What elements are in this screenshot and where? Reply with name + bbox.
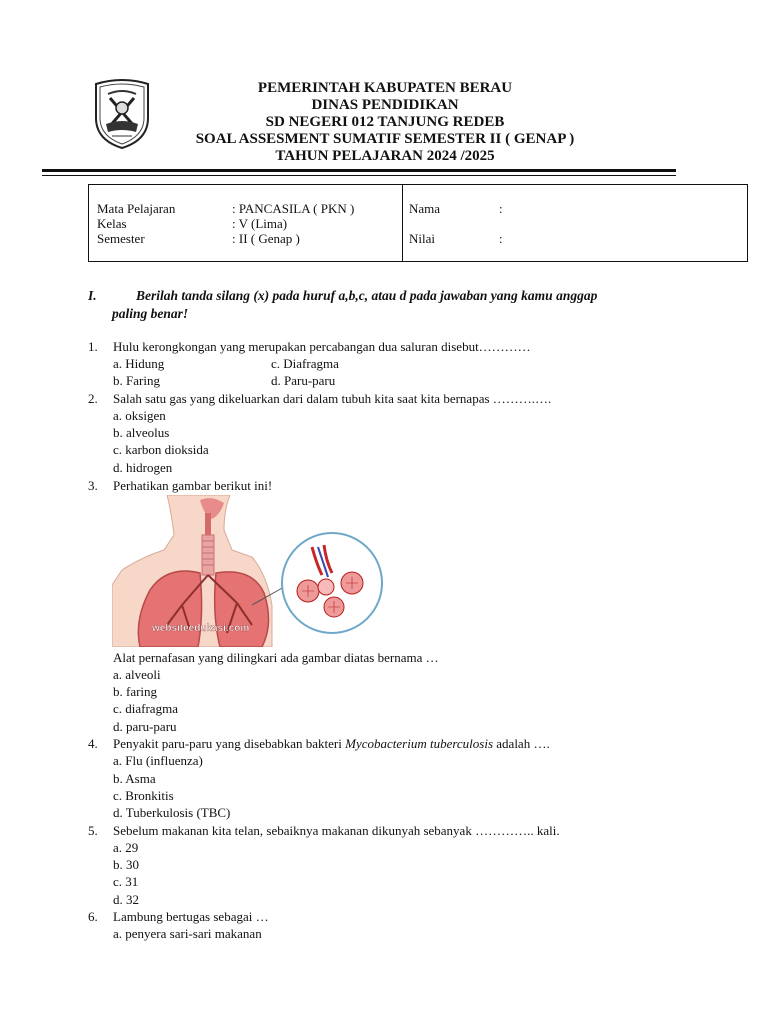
question-text: Hulu kerongkongan yang merupakan percabangan dua saluran disebut………… (113, 339, 531, 354)
semester-value: : II ( Genap ) (232, 231, 300, 246)
subject-value: : PANCASILA ( PKN ) (232, 201, 355, 216)
letterhead-school: SD NEGERI 012 TANJUNG REDEB (265, 114, 505, 130)
district-emblem-icon (90, 78, 154, 150)
option-item: b. Faring (113, 373, 160, 388)
respiratory-system-illustration (112, 495, 398, 647)
letterhead-office: DINAS PENDIDIKAN (311, 97, 459, 113)
letterhead-government: PEMERINTAH KABUPATEN BERAU (257, 80, 513, 96)
question-text: Perhatikan gambar berikut ini! (113, 478, 273, 493)
question-number: 6. (88, 909, 98, 924)
option-item: d. 32 (113, 892, 139, 907)
option-item: d. paru-paru (113, 719, 177, 734)
name-label: Nama (409, 201, 441, 216)
question-3-prompt: Alat pernafasan yang dilingkari ada gambar diatas bernama … (113, 650, 439, 665)
option-item: c. diafragma (113, 701, 178, 716)
option-item: c. karbon dioksida (113, 442, 209, 457)
option-item: c. 31 (113, 874, 139, 889)
question-text-start: Penyakit paru-paru yang disebabkan bakteri (113, 736, 346, 751)
letterhead-year: TAHUN PELAJARAN 2024 /2025 (275, 148, 495, 164)
option-item: d. hidrogen (113, 460, 173, 475)
question-number: 3. (88, 478, 98, 493)
option-item: a. penyera sari-sari makanan (113, 926, 262, 941)
question-number: 2. (88, 391, 98, 406)
header-divider-thick (42, 169, 676, 172)
option-item: d. Tuberkulosis (TBC) (113, 805, 231, 820)
question-text-end: adalah …. (493, 736, 550, 751)
option-item: b. faring (113, 684, 158, 699)
student-info-box (88, 184, 748, 262)
score-label: Nilai (409, 231, 435, 246)
letterhead (150, 80, 620, 165)
option-item: a. Flu (influenza) (113, 753, 203, 768)
letterhead-exam-title: SOAL ASSESMENT SUMATIF SEMESTER II ( GENAP ) (195, 131, 575, 147)
option-item: c. Diafragma (271, 356, 339, 371)
option-item: d. Paru-paru (271, 373, 336, 388)
class-value: : V (Lima) (232, 216, 288, 231)
option-item: b. Asma (113, 771, 156, 786)
subject-label: Mata Pelajaran (97, 201, 176, 216)
question-text: Salah satu gas yang dikeluarkan dari dalam tubuh kita saat kita bernapas ……….…. (113, 391, 552, 406)
question-text: Lambung bertugas sebagai … (113, 909, 269, 924)
info-box-divider (402, 185, 403, 261)
figure-watermark: websiteedukasi.com (152, 623, 250, 634)
semester-label: Semester (97, 231, 145, 246)
option-item: b. alveolus (113, 425, 170, 440)
question-number: 4. (88, 736, 98, 751)
option-item: b. 30 (113, 857, 139, 872)
option-item: a. 29 (113, 840, 139, 855)
score-field: : (499, 231, 503, 246)
question-number: 5. (88, 823, 98, 838)
instruction-line-1: Berilah tanda silang (x) pada huruf a,b,c, atau d pada jawaban yang kamu anggap (136, 288, 598, 303)
header-divider-thin (42, 175, 676, 176)
instruction-line-2: paling benar! (112, 306, 189, 321)
question-text (113, 735, 550, 752)
class-label: Kelas (97, 216, 127, 231)
option-item: a. alveoli (113, 667, 161, 682)
section-numeral: I. (88, 288, 97, 303)
question-number: 1. (88, 339, 98, 354)
option-item: a. oksigen (113, 408, 166, 423)
option-item: a. Hidung (113, 356, 165, 371)
name-field: : (499, 201, 503, 216)
question-text: Sebelum makanan kita telan, sebaiknya makanan dikunyah sebanyak ………….. kali. (113, 823, 560, 838)
option-item: c. Bronkitis (113, 788, 174, 803)
bacteria-name: Mycobacterium tuberculosis (345, 736, 494, 751)
